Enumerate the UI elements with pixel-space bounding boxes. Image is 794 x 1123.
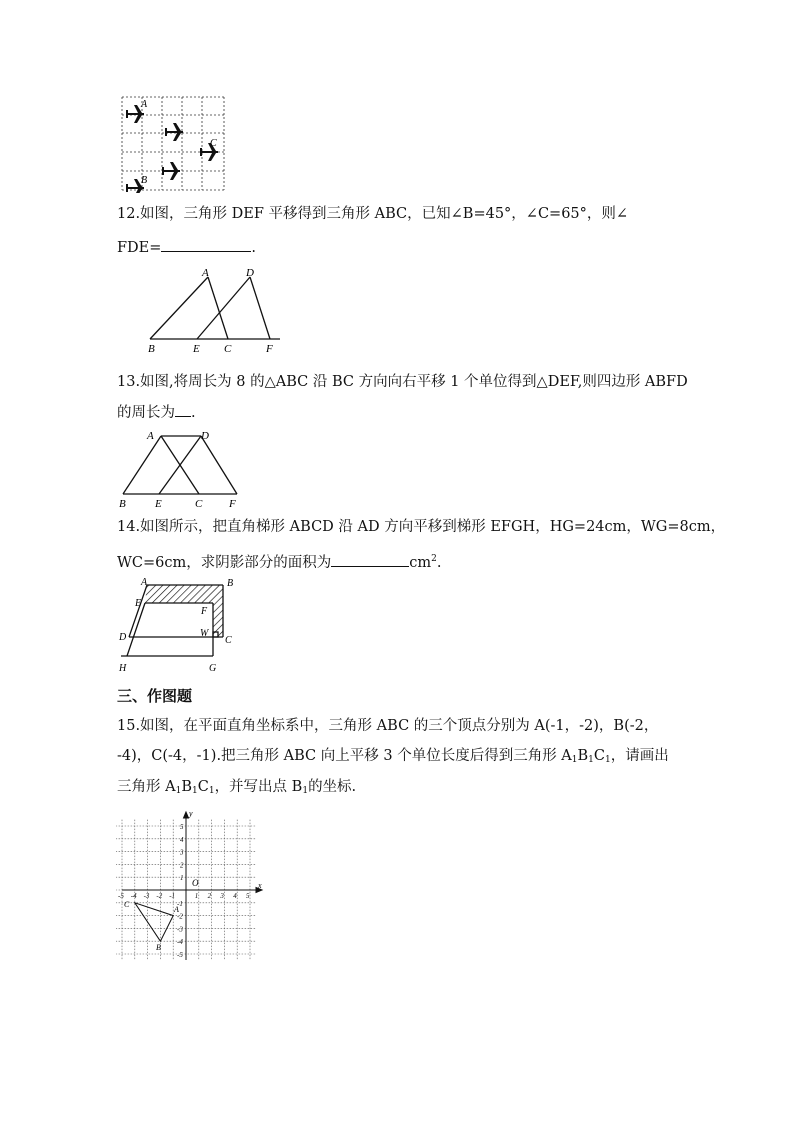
answer-blank[interactable] — [175, 402, 191, 417]
x-tick-label: -5 — [118, 892, 124, 900]
q14-label-f: F — [201, 606, 208, 617]
q14-line1: 14.如图所示，把直角梯形 ABCD 沿 AD 方向平移到梯形 EFGH，HG=24cm，WG=8cm， — [117, 519, 726, 535]
answer-blank[interactable] — [161, 237, 251, 252]
q13-label-f: F — [229, 498, 236, 510]
x-tick-label: 3 — [220, 892, 224, 900]
x-tick-label: -3 — [143, 892, 150, 900]
q15-line2 — [117, 746, 669, 770]
q15-line1: 15.如图，在平面直角坐标系中，三角形 ABC 的三个顶点分别为 A(-1，-2)，B(-2， — [117, 718, 659, 734]
q14-suffix: . — [436, 554, 442, 571]
q13-suffix: . — [191, 405, 196, 421]
q12-line1: 12.如图，三角形 DEF 平移得到三角形 ABC，已知∠B=45°，∠C=65°，则∠ — [117, 206, 629, 222]
sub: 1 — [571, 755, 578, 765]
q12-label-f: F — [266, 343, 273, 355]
y-tick-label: 3 — [180, 848, 184, 857]
sub: 1 — [208, 786, 215, 796]
q15-l3a: 三角形 A — [117, 779, 176, 795]
q13-line1: 13.如图,将周长为 8 的△ABC 沿 BC 方向向右平移 1 个单位得到△DEF,则四边形 ABFD — [117, 374, 688, 390]
y-tick-label: 2 — [180, 861, 184, 870]
y-tick-label: -3 — [177, 925, 183, 934]
airplane-grid-figure — [118, 95, 228, 193]
q14-label-e: E — [135, 598, 142, 609]
point-label-b: B — [156, 943, 161, 952]
point-label-c: C — [124, 900, 130, 909]
x-axis-label: x — [258, 881, 262, 890]
x-tick-label: 1 — [194, 892, 199, 900]
q13-label-c: C — [195, 498, 203, 510]
q14-unit-sup: 2 — [431, 554, 437, 564]
coordinate-grid-figure — [116, 808, 268, 964]
q12-label-a: A — [202, 267, 209, 279]
x-tick-label: 4 — [233, 892, 237, 900]
q12-label-b: B — [148, 343, 155, 355]
q13-label-e: E — [155, 498, 162, 510]
q12-suffix: . — [251, 240, 257, 256]
q15-l2a: -4)，C(-4，-1).把三角形 ABC 向上平移 3 个单位长度后得到三角形 A — [117, 748, 572, 764]
q14-label-d: D — [119, 632, 127, 643]
sub: 1 — [175, 786, 182, 796]
label-c: C — [210, 138, 217, 149]
q14-line2 — [117, 549, 441, 573]
q12-label-e: E — [193, 343, 200, 355]
answer-blank[interactable] — [331, 552, 409, 567]
y-tick-label: -1 — [177, 899, 183, 908]
x-tick-label: 5 — [246, 892, 250, 900]
q14-label-h: H — [119, 663, 127, 674]
q14-label-g: G — [209, 663, 217, 674]
y-tick-label: -2 — [177, 912, 183, 921]
q13-line2 — [117, 402, 196, 423]
q12-prefix: FDE= — [117, 240, 162, 256]
q14-prefix: WC=6cm，求阴影部分的面积为 — [117, 554, 332, 571]
y-tick-label: 1 — [180, 874, 184, 883]
q13-label-b: B — [119, 498, 126, 510]
airplane-icon — [162, 162, 180, 180]
q15-line3 — [117, 777, 356, 801]
point-label-a: A — [174, 905, 179, 914]
y-tick-label: -5 — [177, 951, 183, 959]
q14-figure — [115, 576, 245, 674]
x-tick-label: -1 — [169, 892, 176, 900]
q14-label-a: A — [141, 577, 148, 588]
q15-l3d: ，并写出点 B — [214, 779, 303, 795]
q15-l2b: B — [577, 748, 589, 764]
label-a: A — [141, 99, 148, 110]
q13-label-a: A — [147, 430, 154, 442]
q12-line2 — [117, 237, 256, 258]
x-tick-label: 2 — [207, 892, 212, 900]
q14-label-c: C — [225, 635, 232, 646]
sub: 1 — [588, 755, 594, 765]
q14-label-b: B — [227, 578, 234, 589]
q12-label-c: C — [224, 343, 232, 355]
q13-figure — [115, 428, 250, 512]
origin-label: O — [192, 878, 199, 888]
q13-label-d: D — [201, 430, 209, 442]
section-title: 三、作图题 — [117, 687, 193, 705]
q15-l3c: C — [197, 779, 209, 795]
q15-l2c: C — [593, 748, 606, 764]
q15-l2d: ，请画出 — [610, 748, 669, 764]
y-tick-label: -4 — [177, 938, 183, 947]
sub: 1 — [605, 755, 611, 765]
y-tick-label: 5 — [180, 823, 184, 831]
label-b: B — [141, 175, 148, 186]
x-tick-label: -2 — [156, 892, 163, 900]
y-axis-label: y — [189, 809, 193, 818]
q12-figure — [140, 265, 290, 355]
x-tick-label: -4 — [130, 892, 137, 900]
q14-label-w: W — [200, 628, 209, 639]
q14-unit: cm — [409, 554, 432, 571]
q15-l3e: 的坐标. — [308, 779, 357, 795]
sub: 1 — [191, 786, 198, 796]
q13-prefix: 的周长为 — [117, 405, 175, 421]
q12-label-d: D — [246, 267, 254, 279]
airplane-icon — [165, 123, 183, 141]
y-tick-label: 4 — [180, 835, 184, 844]
q15-l3b: B — [181, 779, 192, 795]
sub: 1 — [302, 786, 309, 796]
